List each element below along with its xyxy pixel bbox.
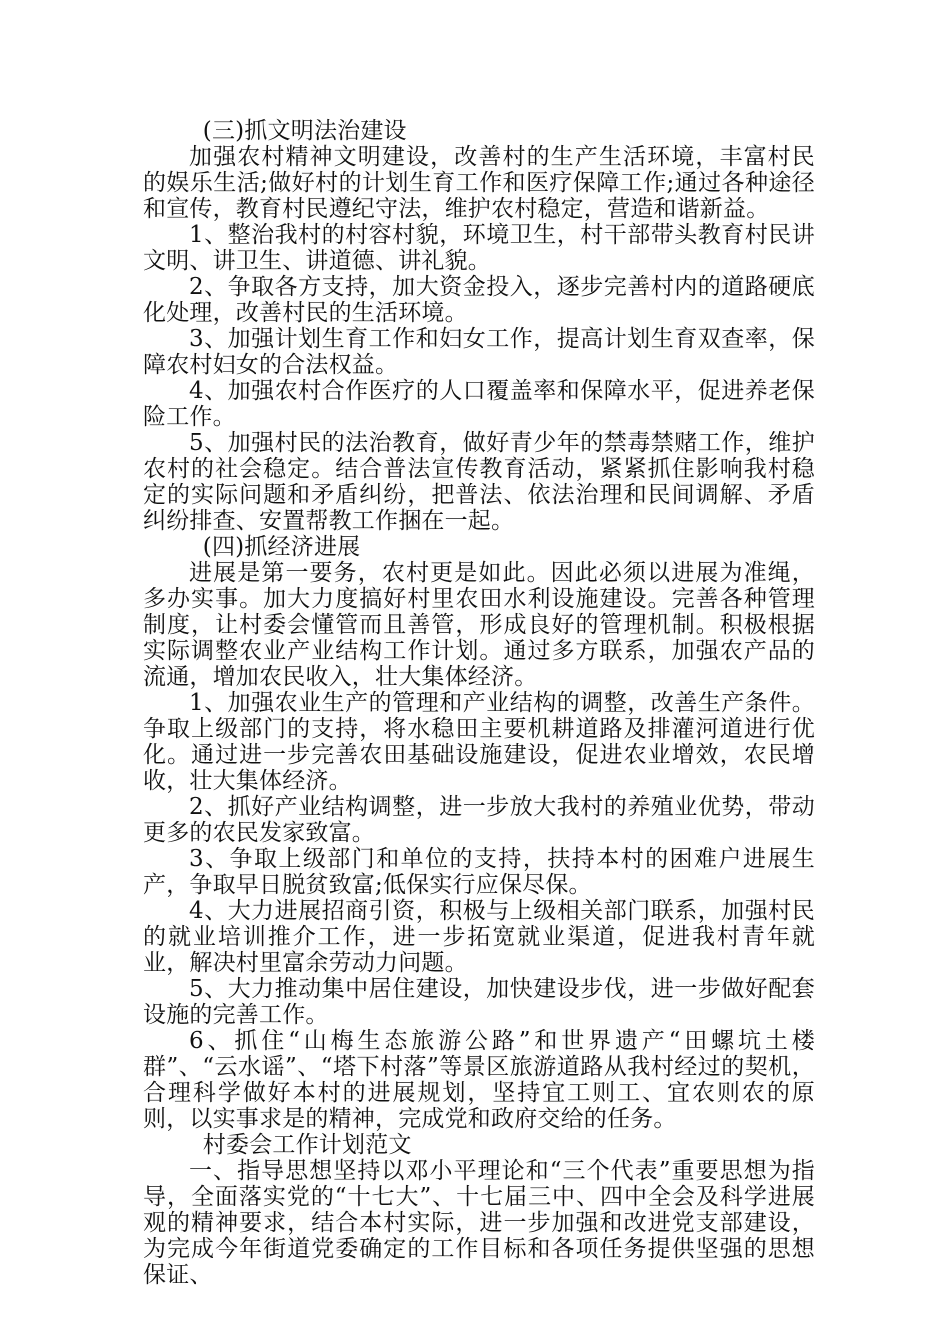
section-heading-3: (三)抓文明法治建设: [202, 118, 407, 144]
paragraph: 3、加强计划生育工作和妇女工作，提高计划生育双查率，保障农村妇女的合法权益。: [143, 326, 815, 378]
document-body: [143, 118, 815, 1288]
paragraph: 5、大力推动集中居住建设，加快建设步伐，进一步做好配套设施的完善工作。: [143, 976, 815, 1028]
section-heading-4: (四)抓经济进展: [202, 534, 361, 560]
paragraph: 加强农村精神文明建设，改善村的生产生活环境，丰富村民的娱乐生活;做好村的计划生育工作和医疗保障工作;通过各种途径和宣传，教育村民遵纪守法，维护农村稳定，营造和谐新益。: [143, 144, 815, 222]
paragraph: 2、争取各方支持，加大资金投入，逐步完善村内的道路硬底化处理，改善村民的生活环境。: [143, 274, 815, 326]
paragraph: 1、整治我村的村容村貌，环境卫生，村干部带头教育村民讲文明、讲卫生、讲道德、讲礼貌。: [143, 222, 815, 274]
paragraph: 4、加强农村合作医疗的人口覆盖率和保障水平，促进养老保险工作。: [143, 378, 815, 430]
paragraph: 6、抓住“山梅生态旅游公路”和世界遗产“田螺坑土楼群”、“云水谣”、“塔下村落”等景区旅游道路从我村经过的契机，合理科学做好本村的进展规划，坚持宜工则工、宜农则农的原则，以实事求是的精神，完成党和政府交给的任务。: [143, 1028, 815, 1132]
paragraph: 1、加强农业生产的管理和产业结构的调整，改善生产条件。争取上级部门的支持，将水稳田主要机耕道路及排灌河道进行优化。通过进一步完善农田基础设施建设，促进农业增效，农民增收，壮大集体经济。: [143, 690, 815, 794]
paragraph: 进展是第一要务，农村更是如此。因此必须以进展为准绳，多办实事。加大力度搞好村里农田水利设施建设。完善各种管理制度，让村委会懂管而且善管，形成良好的管理机制。积极根据实际调整农业产业结构工作计划。通过多方联系，加强农产品的流通，增加农民收入，壮大集体经济。: [143, 560, 815, 690]
paragraph: 2、抓好产业结构调整，进一步放大我村的养殖业优势，带动更多的农民发家致富。: [143, 794, 815, 846]
paragraph: 5、加强村民的法治教育，做好青少年的禁毒禁赌工作，维护农村的社会稳定。结合普法宣传教育活动，紧紧抓住影响我村稳定的实际问题和矛盾纠纷，把普法、依法治理和民间调解、矛盾纠纷排查、安置帮教工作捆在一起。: [143, 430, 815, 534]
paragraph: 4、大力进展招商引资，积极与上级相关部门联系，加强村民的就业培训推介工作，进一步拓宽就业渠道，促进我村青年就业，解决村里富余劳动力问题。: [143, 898, 815, 976]
section-heading-plan: 村委会工作计划范文: [202, 1132, 412, 1158]
paragraph: 一、指导思想坚持以邓小平理论和“三个代表”重要思想为指导，全面落实党的“十七大”、十七届三中、四中全会及科学进展观的精神要求，结合本村实际，进一步加强和改进党支部建设，为完成今年街道党委确定的工作目标和各项任务提供坚强的思想保证、: [143, 1158, 815, 1288]
paragraph: 3、争取上级部门和单位的支持，扶持本村的困难户进展生产，争取早日脱贫致富;低保实行应保尽保。: [143, 846, 815, 898]
